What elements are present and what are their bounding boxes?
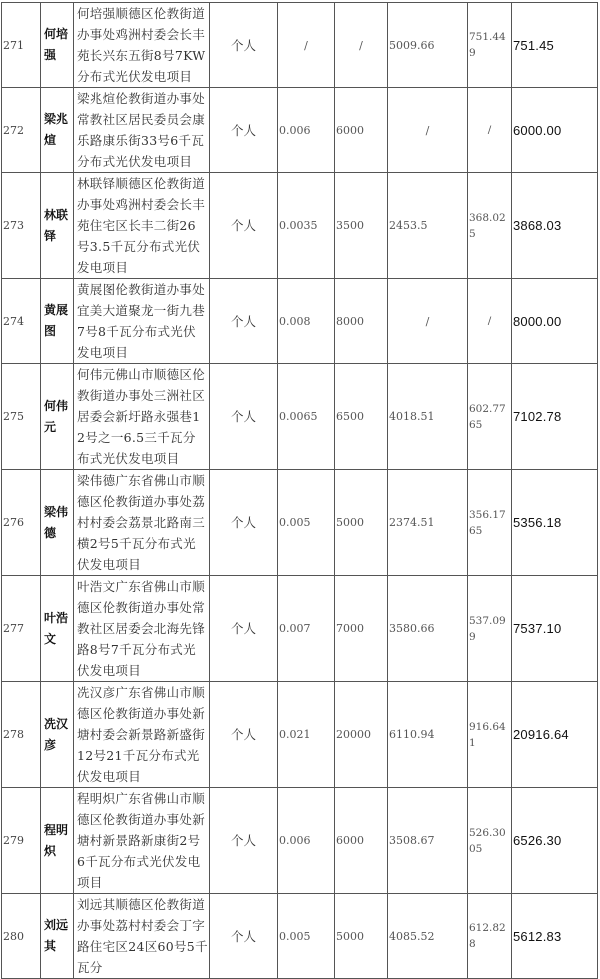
subsidy-value: 612.828 xyxy=(468,894,512,979)
applicant-type: 个人 xyxy=(210,682,278,788)
applicant-type: 个人 xyxy=(210,470,278,576)
capacity-mw: 0.006 xyxy=(278,788,335,894)
capacity-mw: 0.005 xyxy=(278,470,335,576)
project-description: 刘远其顺德区伦教街道办事处荔村村委会丁字路住宅区24区60号5千瓦分 xyxy=(74,894,210,979)
applicant-name: 刘远其 xyxy=(41,894,74,979)
total-amount: 7102.78 xyxy=(512,364,598,470)
capacity-value: 8000 xyxy=(335,279,388,364)
row-number: 277 xyxy=(2,576,41,682)
project-description: 梁伟德广东省佛山市顺德区伦教街道办事处荔村村委会荔景北路南三横2号5千瓦分布式光伏发电项目 xyxy=(74,470,210,576)
total-amount: 3868.03 xyxy=(512,173,598,279)
total-amount: 8000.00 xyxy=(512,279,598,364)
applicant-name: 梁兆煊 xyxy=(41,88,74,173)
applicant-name: 程明炽 xyxy=(41,788,74,894)
table-row xyxy=(2,173,598,279)
applicant-name: 黄展图 xyxy=(41,279,74,364)
table-row xyxy=(2,576,598,682)
project-description: 程明炽广东省佛山市顺德区伦教街道办事处新塘村新景路新康街2号6千瓦分布式光伏发电项目 xyxy=(74,788,210,894)
total-amount: 6526.30 xyxy=(512,788,598,894)
table-row xyxy=(2,88,598,173)
applicant-type: 个人 xyxy=(210,279,278,364)
capacity-mw: 0.0035 xyxy=(278,173,335,279)
capacity-value: 7000 xyxy=(335,576,388,682)
row-number: 274 xyxy=(2,279,41,364)
applicant-type: 个人 xyxy=(210,88,278,173)
applicant-type: 个人 xyxy=(210,364,278,470)
row-number: 279 xyxy=(2,788,41,894)
total-amount: 7537.10 xyxy=(512,576,598,682)
table-row xyxy=(2,364,598,470)
total-amount: 20916.64 xyxy=(512,682,598,788)
generation-value: 3580.66 xyxy=(388,576,468,682)
capacity-mw: / xyxy=(278,3,335,88)
subsidy-value: 356.1765 xyxy=(468,470,512,576)
capacity-mw: 0.008 xyxy=(278,279,335,364)
subsidy-value: 526.3005 xyxy=(468,788,512,894)
capacity-mw: 0.006 xyxy=(278,88,335,173)
generation-value: / xyxy=(388,88,468,173)
total-amount: 6000.00 xyxy=(512,88,598,173)
total-amount: 5356.18 xyxy=(512,470,598,576)
project-description: 黄展图伦教街道办事处宜美大道聚龙一街九巷7号8千瓦分布式光伏发电项目 xyxy=(74,279,210,364)
capacity-mw: 0.021 xyxy=(278,682,335,788)
applicant-name: 冼汉彦 xyxy=(41,682,74,788)
generation-value: 5009.66 xyxy=(388,3,468,88)
table-row xyxy=(2,682,598,788)
row-number: 271 xyxy=(2,3,41,88)
row-number: 275 xyxy=(2,364,41,470)
subsidy-value: 916.641 xyxy=(468,682,512,788)
capacity-value: 5000 xyxy=(335,894,388,979)
applicant-type: 个人 xyxy=(210,576,278,682)
table-row xyxy=(2,894,598,979)
subsidy-value: 537.099 xyxy=(468,576,512,682)
total-amount: 751.45 xyxy=(512,3,598,88)
applicant-type: 个人 xyxy=(210,173,278,279)
capacity-value: 3500 xyxy=(335,173,388,279)
subsidy-value: 368.025 xyxy=(468,173,512,279)
capacity-value: 6500 xyxy=(335,364,388,470)
project-description: 梁兆煊伦教街道办事处常教社区居民委员会康乐路康乐街33号6千瓦分布式光伏发电项目 xyxy=(74,88,210,173)
capacity-value: / xyxy=(335,3,388,88)
generation-value: 2453.5 xyxy=(388,173,468,279)
capacity-value: 20000 xyxy=(335,682,388,788)
applicant-name: 梁伟德 xyxy=(41,470,74,576)
capacity-mw: 0.005 xyxy=(278,894,335,979)
row-number: 276 xyxy=(2,470,41,576)
project-description: 叶浩文广东省佛山市顺德区伦教街道办事处常教社区居委会北海先锋路8号7千瓦分布式光伏发电项目 xyxy=(74,576,210,682)
project-description: 何培强顺德区伦教街道办事处鸡洲村委会长丰苑长兴东五街8号7KW分布式光伏发电项目 xyxy=(74,3,210,88)
applicant-name: 林联铎 xyxy=(41,173,74,279)
capacity-mw: 0.007 xyxy=(278,576,335,682)
row-number: 272 xyxy=(2,88,41,173)
row-number: 280 xyxy=(2,894,41,979)
applicant-name: 何培强 xyxy=(41,3,74,88)
project-description: 林联铎顺德区伦教街道办事处鸡洲村委会长丰苑住宅区长丰二街26号3.5千瓦分布式光伏发电项目 xyxy=(74,173,210,279)
applicant-type: 个人 xyxy=(210,3,278,88)
generation-value: 4018.51 xyxy=(388,364,468,470)
generation-value: 3508.67 xyxy=(388,788,468,894)
project-description: 冼汉彦广东省佛山市顺德区伦教街道办事处新塘村委会新景路新盛街12号21千瓦分布式光伏发电项目 xyxy=(74,682,210,788)
generation-value: 2374.51 xyxy=(388,470,468,576)
generation-value: / xyxy=(388,279,468,364)
applicant-name: 叶浩文 xyxy=(41,576,74,682)
subsidy-value: / xyxy=(468,88,512,173)
subsidy-table xyxy=(1,2,598,979)
capacity-mw: 0.0065 xyxy=(278,364,335,470)
project-description: 何伟元佛山市顺德区伦教街道办事处三洲社区居委会新圩路永强巷12号之一6.5三千瓦分布式光伏发电项目 xyxy=(74,364,210,470)
subsidy-value: / xyxy=(468,279,512,364)
applicant-type: 个人 xyxy=(210,894,278,979)
subsidy-value: 751.449 xyxy=(468,3,512,88)
table-row xyxy=(2,470,598,576)
capacity-value: 6000 xyxy=(335,88,388,173)
applicant-name: 何伟元 xyxy=(41,364,74,470)
generation-value: 6110.94 xyxy=(388,682,468,788)
table-body xyxy=(2,3,598,979)
table-row xyxy=(2,3,598,88)
table-row xyxy=(2,279,598,364)
row-number: 278 xyxy=(2,682,41,788)
capacity-value: 5000 xyxy=(335,470,388,576)
applicant-type: 个人 xyxy=(210,788,278,894)
row-number: 273 xyxy=(2,173,41,279)
capacity-value: 6000 xyxy=(335,788,388,894)
table-row xyxy=(2,788,598,894)
generation-value: 4085.52 xyxy=(388,894,468,979)
total-amount: 5612.83 xyxy=(512,894,598,979)
subsidy-value: 602.7765 xyxy=(468,364,512,470)
